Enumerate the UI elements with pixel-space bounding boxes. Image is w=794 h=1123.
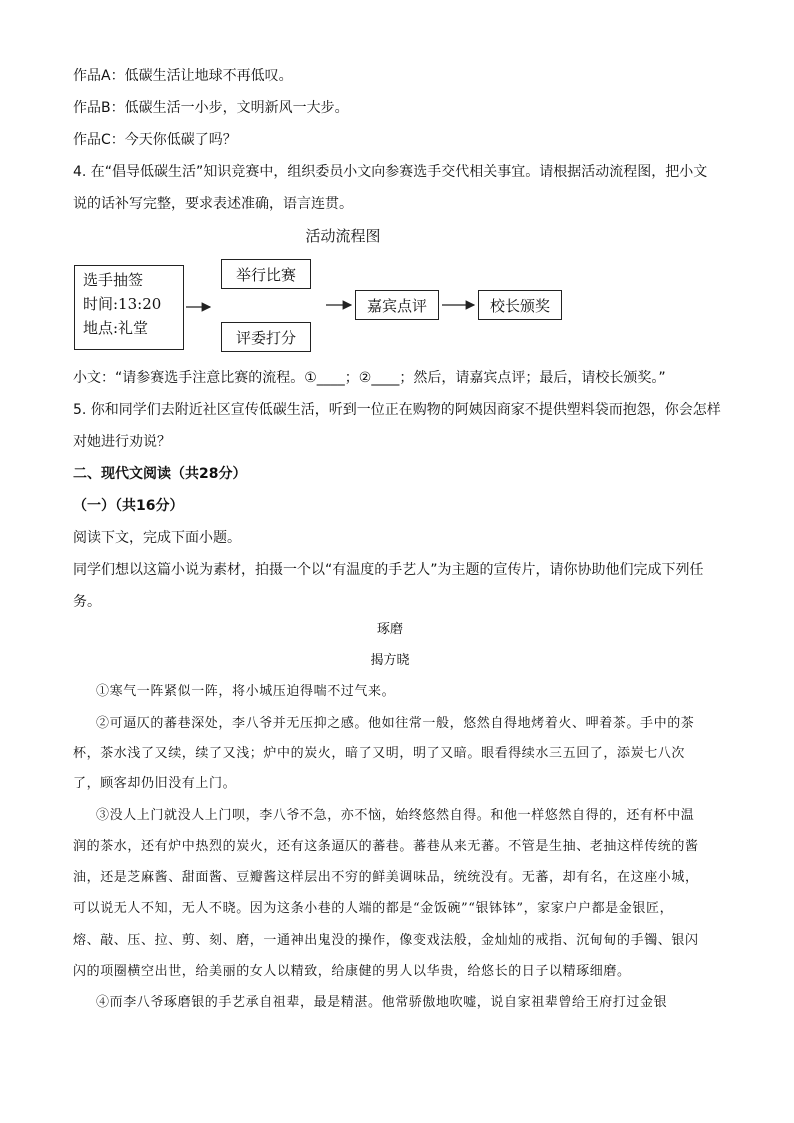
flow-box-hold-competition: 举行比赛 (221, 259, 311, 289)
story-para-3-line-1: ③没人上门就没人上门呗，李八爷不急，亦不恼，始终悠然自得。和他一样悠然自得的，还有杯中温 (96, 808, 695, 823)
intro-line-2: 作品B：低碳生活一小步，文明新风一大步。 (73, 100, 349, 116)
story-para-3-line-6: 闪的项圈横空出世，给美丽的女人以精致，给康健的男人以华贵，给悠长的日子以精琢细磨。 (73, 964, 631, 979)
flow-box-principal-award: 校长颁奖 (478, 290, 562, 320)
flow-box-draw-lots-place: 地点:礼堂 (83, 319, 149, 337)
instruction-line-3: 务。 (73, 594, 101, 610)
story-para-3-line-4: 可以说无人不知，无人不晓。因为这条小巷的人端的都是“金饭碗”“银钵钵”，家家户户都是金银匠， (73, 901, 674, 916)
section-title: 二、现代文阅读（共28分） (73, 466, 247, 482)
story-author: 揭方晓 (370, 653, 410, 668)
story-para-3-line-5: 熔、敲、压、拉、剪、刻、磨，一通神出鬼没的操作，像变戏法般，金灿灿的戒指、沉甸甸的手镯、银闪 (73, 933, 699, 948)
flow-box-draw-lots-line-1: 选手抽签 (83, 271, 144, 289)
xiaowen-speech: 小文：“请参赛选手注意比赛的流程。①____；②____；然后，请嘉宾点评；最后，请校长颁奖。” (73, 370, 666, 386)
question-4-line-1: 4. 在“倡导低碳生活”知识竞赛中，组织委员小文向参赛选手交代相关事宜。请根据活动流程图，把小文 (73, 164, 708, 180)
intro-line-1: 作品A：低碳生活让地球不再低叹。 (73, 68, 293, 84)
question-5-line-1: 5. 你和同学们去附近社区宣传低碳生活，听到一位正在购物的阿姨因商家不提供塑料袋而抱怨，你会怎样 (73, 402, 721, 418)
flow-box-draw-lots-time: 时间:13:20 (83, 295, 162, 313)
story-para-4-line-1: ④而李八爷琢磨银的手艺承自祖辈，最是精湛。他常骄傲地吹嘘，说自家祖辈曾给王府打过金银 (96, 995, 668, 1010)
question-4-line-2: 说的话补写完整，要求表述准确，语言连贯。 (73, 196, 353, 212)
story-para-1: ①寒气一阵紧似一阵，将小城压迫得喘不过气来。 (96, 684, 396, 699)
instruction-line-1: 阅读下文，完成下面小题。 (73, 530, 241, 546)
story-para-2-line-2: 杯，茶水浅了又续，续了又浅；炉中的炭火，暗了又明，明了又暗。眼看得续水三五回了，添炭七八次 (73, 746, 686, 761)
subsection-title: （一）（共16分） (73, 498, 184, 514)
story-para-3-line-3: 油，还是芝麻酱、甜面酱、豆瓣酱这样层出不穷的鲜美调味品，统统没有。无蕃，却有名，在这座小城， (73, 870, 699, 885)
instruction-line-2: 同学们想以这篇小说为素材，拍摄一个以“有温度的手艺人”为主题的宣传片，请你协助他们完成下列任 (73, 562, 704, 578)
story-title: 琢磨 (376, 622, 403, 637)
flow-box-guest-comment: 嘉宾点评 (355, 290, 439, 320)
intro-line-3: 作品C：今天你低碳了吗？ (73, 132, 237, 148)
flowchart-arrows (0, 0, 794, 400)
flow-box-judges-score: 评委打分 (221, 322, 311, 352)
story-para-2-line-1: ②可逼仄的蕃巷深处，李八爷并无压抑之感。他如往常一般，悠然自得地烤着火、呷着茶。手中的茶 (96, 716, 695, 731)
question-5-line-2: 对她进行劝说？ (73, 434, 171, 450)
story-para-2-line-3: 了，顾客却仍旧没有上门。 (73, 776, 237, 791)
story-para-3-line-2: 润的茶水，还有炉中热烈的炭火，还有这条逼仄的蕃巷。蕃巷从来无蕃。不管是生抽、老抽这样传统的酱 (73, 839, 699, 854)
flowchart-title: 活动流程图 (305, 227, 381, 245)
